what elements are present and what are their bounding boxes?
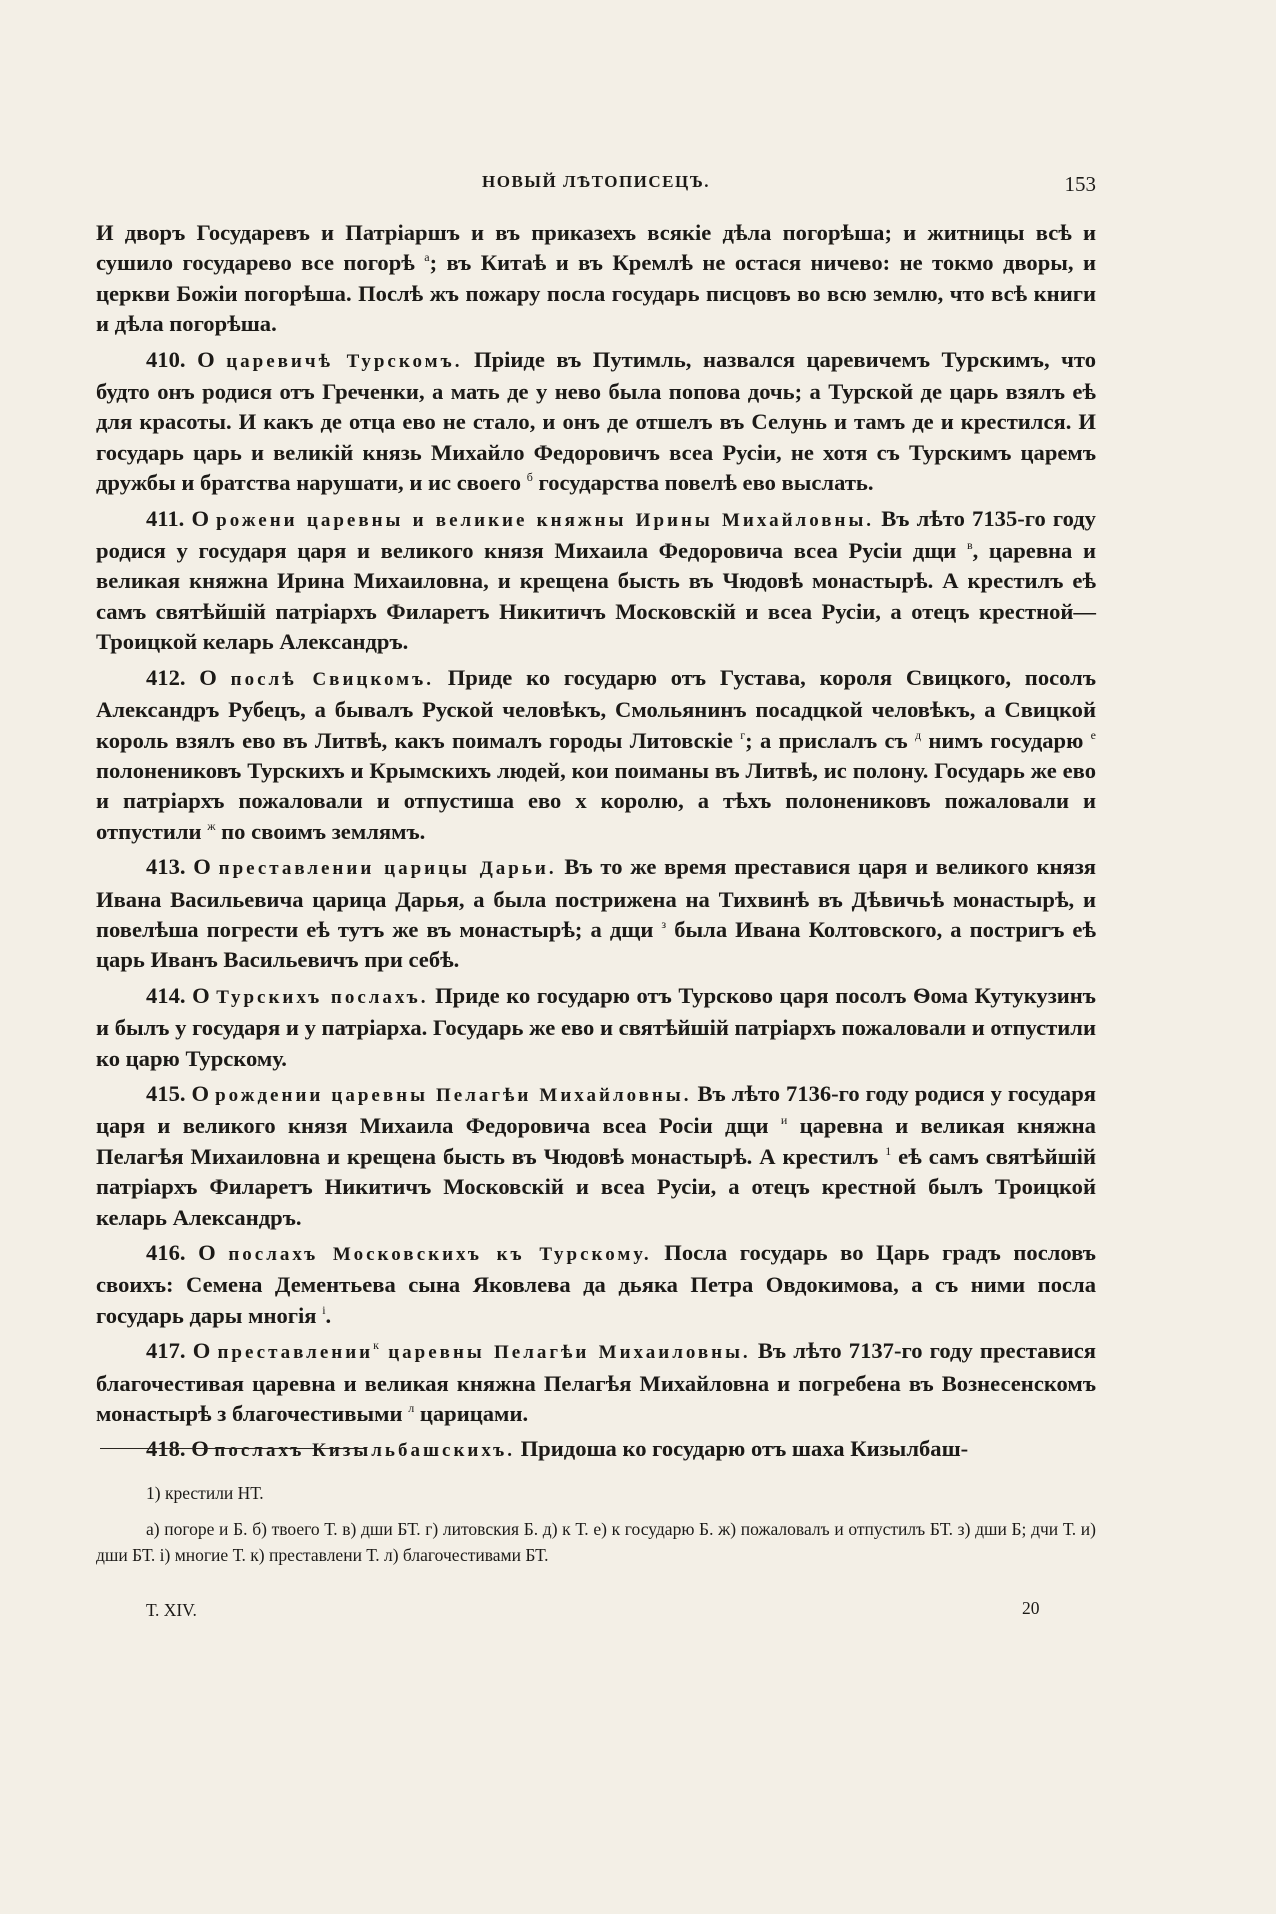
paragraph-continuation — [96, 218, 1096, 340]
text-run: полонениковъ Турскихъ и Крымскихъ людей, кои поиманы въ Литвѣ, ис полону. Государь же ево и патріархъ пожаловали и отпустиша ево х королю, а тѣхъ полонениковъ пожаловали и отпустили — [96, 757, 1096, 844]
text-run: И дворъ Государевъ и Патріаршъ и въ приказехъ всякіе дѣла погорѣша; и житницы всѣ и сушило государево все погорѣ — [96, 220, 1096, 276]
running-title: НОВЫЙ ЛѢТОПИСЕЦЪ. — [482, 172, 710, 191]
footnote-numbered: 1) крестили НТ. — [146, 1483, 264, 1503]
entry-title: послахъ Кизыльбашскихъ. — [214, 1440, 515, 1462]
sheet-number: 20 — [1022, 1598, 1040, 1618]
entry-title: царевичѣ Турскомъ. — [226, 350, 463, 372]
paragraph-418 — [96, 1434, 1096, 1466]
text-run: Пріиде въ Путимль, назвался царевичемъ Турскимъ, что будто онъ родися отъ Греченки, а мать де у нево была попова дочь; а Турской де царь взялъ еѣ для красоты. И какъ де отца ево не стало, и онъ де отшелъ въ Селунь и тамъ де и крестился. И государь царь и великій князь Михайло Федоровичъ всеа Русіи, не хотя съ Турскимъ царемъ дружбы и братства нарушати, и ис своего — [96, 346, 1096, 496]
variant-mark: и — [780, 1113, 788, 1128]
text-run: Придоша ко государю отъ шаха Кизылбаш- — [514, 1436, 969, 1462]
paragraph-417 — [96, 1336, 1096, 1429]
page-number: 153 — [1064, 172, 1096, 196]
entry-number: 413. О — [146, 854, 219, 880]
variant-mark: б — [526, 470, 533, 485]
text-run: ; въ Китаѣ и въ Кремлѣ не остася ничево: не токмо дворы, и церкви Божіи погорѣша. Послѣ жъ пожару посла государь писцовъ во всю землю, что всѣ книги и дѣла погорѣша. — [96, 250, 1096, 337]
entry-number: 417. О — [146, 1338, 218, 1364]
footnote-variants: а) погоре и Б. б) твоего Т. в) дши БТ. г) литовския Б. д) к Т. е) к государю Б. ж) пожаловалъ и отпустилъ БТ. з) дши Б; дчи Т. и) дши БТ. і) многие Т. к) преставлени Т. л) благочестивами БТ. — [96, 1519, 1096, 1565]
text-run: Въ лѣто 7136-го году родися у государя царя и великого князя Михаила Федоровича всеа Росіи дщи — [96, 1080, 1096, 1139]
footnotes — [96, 1480, 1096, 1568]
entry-number: 411. О — [146, 505, 217, 531]
entry-title: послѣ Свицкомъ. — [230, 668, 434, 690]
variant-mark: л — [408, 1401, 415, 1416]
entry-title: рожени царевны и великие княжны Ирины Михайловны. — [216, 509, 875, 531]
text-run: , царевна и великая княжна Ирина Михаиловна, и крещена бысть въ Чюдовѣ монастырѣ. А крестилъ еѣ самъ святѣйшій патріархъ Филаретъ Никитичъ Московскій и всеа Русіи, а отецъ крестной—Троицкой келарь Александръ. — [96, 538, 1097, 655]
paragraph-413 — [96, 852, 1096, 976]
text-run: Въ то же время преставися царя и великого князя Ивана Васильевича царица Дарья, а была пострижена на Тихвинѣ въ Дѣвичьѣ монастырѣ, и повелѣша погрести еѣ тутъ же въ монастырѣ; а дщи — [96, 854, 1097, 942]
paragraph-416 — [96, 1238, 1096, 1331]
variant-mark: е — [1090, 727, 1096, 742]
entry-number: 418. О — [146, 1436, 215, 1462]
text-run: государства повелѣ ево выслать. — [532, 470, 874, 496]
text-run: была Ивана Колтовского, а постригъ еѣ царь Иванъ Васильевичъ при себѣ. — [96, 916, 1097, 973]
variant-mark: і — [322, 1302, 326, 1317]
entry-number: 416. О — [146, 1240, 229, 1265]
entry-number: 415. О — [146, 1080, 216, 1106]
variant-mark: з — [661, 916, 667, 931]
entry-title: царевны Пелагѣи Михаиловны. — [378, 1342, 751, 1364]
page-header — [96, 172, 1096, 204]
paragraph-410 — [96, 345, 1096, 499]
text-run: еѣ самъ святѣйшій патріархъ Филаретъ Никитичъ Московскій и всеа Русіи, а отецъ крестной былъ Троицкой келарь Александръ. — [96, 1143, 1096, 1230]
body-text — [96, 218, 1096, 1472]
footnote-rule — [100, 1448, 365, 1449]
variant-mark: д — [914, 727, 922, 742]
text-run: по своимъ землямъ. — [215, 818, 426, 844]
text-run: Приде ко государю отъ Густава, короля Свицкого, посолъ Александръ Рубецъ, а бывалъ Руской человѣкъ, Смольянинъ посадцкой человѣкъ, а Свицкой король взялъ ево въ Литвѣ, какъ поималъ городы Литовскіе — [96, 664, 1096, 753]
text-run: . — [325, 1302, 332, 1328]
variant-mark: к — [373, 1338, 379, 1353]
text-run: Посла государь во Царь градъ пословъ своихъ: Семена Дементьева сына Яковлева да дьяка Петра Овдокимова, а съ ними посла государь дары многія — [96, 1240, 1096, 1328]
paragraph-412 — [96, 663, 1096, 847]
variant-mark: ж — [207, 818, 216, 833]
paragraph-414 — [96, 981, 1096, 1074]
paragraph-411 — [96, 504, 1096, 658]
paragraph-415 — [96, 1079, 1096, 1233]
text-run: нимъ государю — [921, 727, 1091, 753]
entry-number: 412. О — [146, 664, 231, 690]
text-run: Въ лѣто 7137-го году преставися благочестивая царевна и великая княжна Пелагѣя Михайловна и погребена въ Вознесенскомъ монастырѣ з благочестивыми — [96, 1338, 1096, 1427]
entry-title: послахъ Московскихъ къ Турскому. — [228, 1244, 652, 1265]
text-run: царевна и великая княжна Пелагѣя Михаиловна и крещена бысть въ Чюдовѣ монастырѣ. А крестилъ — [96, 1113, 1096, 1169]
text-run: Въ лѣто 7135-го году родися у государя царя и великого князя Михаила Федоровича всеа Русіи дщи — [96, 505, 1096, 564]
entry-title: преставлении — [217, 1342, 374, 1364]
variant-mark: г — [740, 727, 746, 742]
volume-signature: Т. XIV. — [146, 1600, 197, 1620]
entry-title: Турскихъ послахъ. — [216, 986, 429, 1008]
variant-mark: в — [966, 538, 973, 553]
text-run: ; а прислалъ съ — [745, 727, 915, 753]
variant-mark: а — [424, 250, 430, 265]
entry-number: 410. О — [146, 346, 227, 372]
entry-title: рождении царевны Пелагѣи Михайловны. — [215, 1084, 692, 1106]
footnote-mark: 1 — [885, 1143, 892, 1158]
entry-number: 414. О — [146, 982, 217, 1008]
entry-title: преставлении царицы Дарьи. — [218, 858, 557, 880]
text-run: Приде ко государю отъ Турсково царя посолъ Ѳома Кутукузинъ и былъ у государя и у патріарха. Государь же ево и святѣйшій патріархъ пожаловали и отпустили ко царю Турскому. — [96, 982, 1096, 1071]
text-run: царицами. — [414, 1401, 529, 1427]
